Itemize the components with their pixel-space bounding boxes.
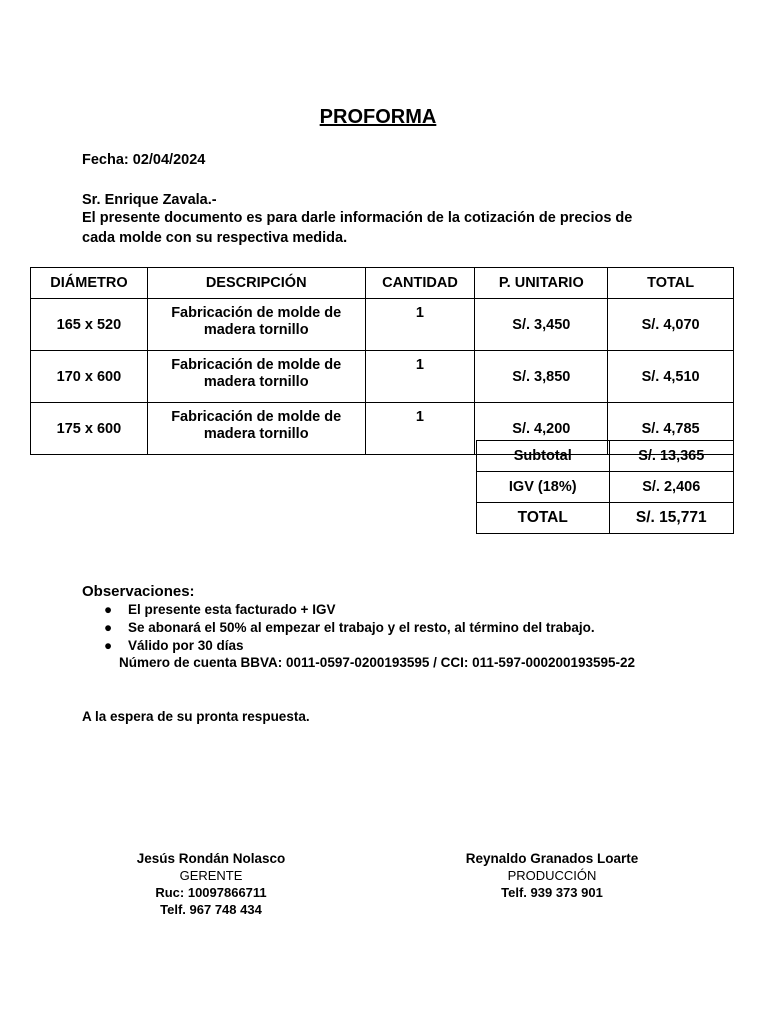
totals-table <box>476 440 734 534</box>
closing-line: A la espera de su pronta respuesta. <box>82 709 310 724</box>
total-cell: S/. 4,785 <box>608 403 734 455</box>
diameter-cell: 175 x 600 <box>31 403 148 455</box>
observations-list <box>82 601 595 655</box>
quantity-cell: 1 <box>365 299 475 351</box>
description-line-1: Fabricación de molde de <box>171 357 342 373</box>
bullet-icon: ● <box>104 602 113 617</box>
igv-label: IGV (18%) <box>477 472 610 503</box>
igv-row <box>477 472 734 503</box>
signer-role: GERENTE <box>179 868 243 883</box>
description-cell <box>147 351 365 403</box>
diameter-cell: 165 x 520 <box>31 299 148 351</box>
bullet-icon: ● <box>104 638 113 653</box>
diameter-cell: 170 x 600 <box>31 351 148 403</box>
signer-name: Jesús Rondán Nolasco <box>136 851 286 866</box>
header-unit-price: P. UNITARIO <box>475 268 608 299</box>
quantity-cell: 1 <box>365 351 475 403</box>
document-title: PROFORMA <box>319 106 437 128</box>
total-cell: S/. 4,070 <box>608 299 734 351</box>
grand-total-label: TOTAL <box>477 503 610 534</box>
bullet-icon: ● <box>104 620 113 635</box>
quote-table <box>30 267 734 455</box>
observation-text: El presente esta facturado + IGV <box>128 602 336 617</box>
igv-value: S/. 2,406 <box>609 472 734 503</box>
table-row <box>31 299 734 351</box>
grand-total-value: S/. 15,771 <box>609 503 734 534</box>
list-item <box>82 601 595 619</box>
header-quantity: CANTIDAD <box>365 268 475 299</box>
description-line-1: Fabricación de molde de <box>171 305 342 321</box>
recipient: Sr. Enrique Zavala.- <box>82 192 217 208</box>
unit-price-cell: S/. 3,850 <box>475 351 608 403</box>
signer-ruc: Ruc: 10097866711 <box>155 885 267 900</box>
intro-line-2: cada molde con su respectiva medida. <box>82 230 348 246</box>
list-item <box>82 619 595 637</box>
grand-total-row <box>477 503 734 534</box>
signature-production <box>442 850 662 901</box>
subtotal-value: S/. 13,365 <box>609 441 734 472</box>
description-line-2: madera tornillo <box>203 426 309 442</box>
observation-text: Se abonará el 50% al empezar el trabajo y el resto, al término del trabajo. <box>128 620 595 635</box>
subtotal-label: Subtotal <box>477 441 610 472</box>
intro-line-1: El presente documento es para darle información de la cotización de precios de <box>82 210 633 226</box>
observations-title: Observaciones: <box>82 583 195 600</box>
signer-name: Reynaldo Granados Loarte <box>465 851 639 866</box>
list-item <box>82 637 595 655</box>
signer-phone: Telf. 939 373 901 <box>501 885 603 900</box>
signer-phone: Telf. 967 748 434 <box>160 902 262 917</box>
description-line-2: madera tornillo <box>203 322 309 338</box>
bank-account: Número de cuenta BBVA: 0011-0597-0200193595 / CCI: 011-597-000200193595-22 <box>119 655 636 670</box>
table-row <box>31 351 734 403</box>
unit-price-cell: S/. 3,450 <box>475 299 608 351</box>
table-header-row <box>31 268 734 299</box>
header-diameter: DIÁMETRO <box>31 268 148 299</box>
observation-text: Válido por 30 días <box>128 638 244 653</box>
total-cell: S/. 4,510 <box>608 351 734 403</box>
quantity-cell: 1 <box>365 403 475 455</box>
description-cell <box>147 403 365 455</box>
header-description: DESCRIPCIÓN <box>147 268 365 299</box>
header-total: TOTAL <box>608 268 734 299</box>
signature-manager <box>111 850 311 918</box>
description-line-1: Fabricación de molde de <box>171 409 342 425</box>
description-cell <box>147 299 365 351</box>
date-line: Fecha: 02/04/2024 <box>82 152 206 168</box>
signer-role: PRODUCCIÓN <box>507 868 597 883</box>
subtotal-row <box>477 441 734 472</box>
description-line-2: madera tornillo <box>203 374 309 390</box>
unit-price-cell: S/. 4,200 <box>475 403 608 455</box>
